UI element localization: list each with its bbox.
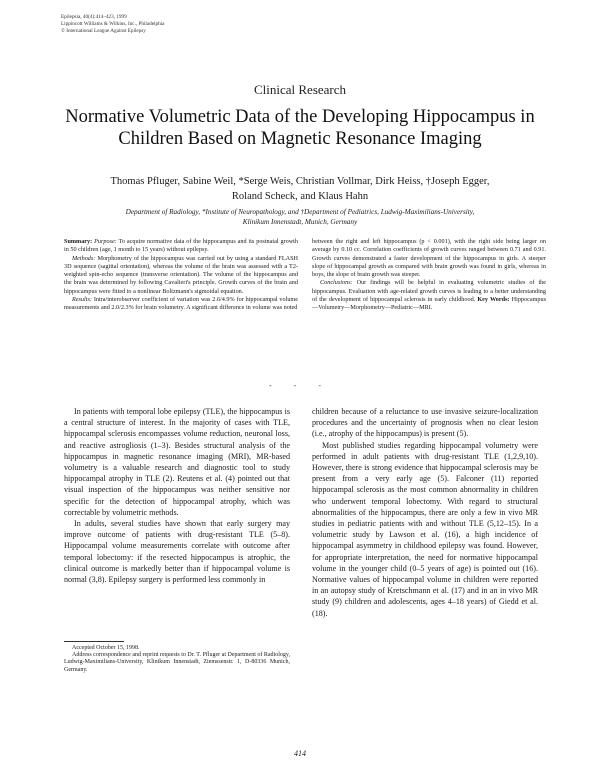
purpose-label: Purpose: xyxy=(94,238,117,245)
footnote-rule xyxy=(64,641,124,642)
footnote-accepted: Accepted October 15, 1998. xyxy=(72,645,140,651)
purpose-text: To acquire normative data of the hippocampus and its postnatal growth in 50 children (age, 1 month to 15 years) without epilepsy. xyxy=(64,238,298,254)
keywords-label: Key Words: xyxy=(477,296,510,304)
body-right-column xyxy=(312,406,538,619)
footnote-correspondence: Address correspondence and reprint requests to Dr. T. Pfluger at Department of Radiology, Ludwig-Maximilians-University, Klinikum Innenstadt, Ziemssenstr. 1, D-80336 Munich, Germany. xyxy=(64,652,290,673)
journal-line: Lippincott Williams & Wilkins, Inc., Philadelphia xyxy=(61,21,165,27)
body-left-column xyxy=(64,406,290,585)
abstract-right-column xyxy=(312,238,546,313)
journal-line: Epilepsia, 40(4):414–423, 1999 xyxy=(61,14,127,20)
section-label: Clinical Research xyxy=(253,82,347,97)
abstract-methods xyxy=(64,255,298,296)
abstract-conclusions xyxy=(312,279,546,312)
author-list xyxy=(60,174,540,204)
abstract-left-column xyxy=(64,238,298,313)
journal-line: © International League Against Epilepsy xyxy=(61,28,146,34)
abstract-purpose xyxy=(64,238,298,255)
affiliation-line-2: Klinikum Innenstadt, Munich, Germany xyxy=(242,217,358,226)
affiliations xyxy=(60,208,540,227)
title-line-2: Children Based on Magnetic Resonance Imaging xyxy=(118,129,482,149)
summary-label: Summary: xyxy=(64,238,93,245)
abstract-results xyxy=(64,296,298,313)
affiliation-line-1: Department of Radiology, *Institute of Neuropathology, and †Department of Pediatrics, Ludwig-Maximilians-University, xyxy=(125,208,475,216)
methods-label: Methods: xyxy=(72,254,96,262)
body-paragraph: Most published studies regarding hippocampal volumetry were performed in adult patients with drug-resistant TLE (1,2,9,10). However, there is strong evidence that hippocampal sclerosis may be present from a very early age (5). Falconer (11) reported hippocampal sclerosis as the most common abnormality in children who underwent temporal lobectomy. With regard to structural abnormalities of the hippocampus, there are only a few in vivo MR studies in pediatric patients with and without TLE (5,12–15). In a volumetric study by Lawson et al. (16), a high incidence of hippocampal asymmetry in childhood epilepsy was found. However, for appropriate interpretation, the need for normative hippocampal volume in the younger child (0–5 years of age) is pointed out (16). Normative values of hippocampal volume in children were reported in an autopsy study of Kretschmann et al. (17) and in an in vivo MR study (9) children and adolescents, ages 4–18 years) of Giedd et al. (18). xyxy=(312,440,538,618)
footnotes xyxy=(64,645,290,674)
results-label: Results: xyxy=(72,296,92,304)
article-title xyxy=(40,106,560,150)
journal-header xyxy=(61,14,164,35)
methods-text: Morphometry of the hippocampus was carried out by using a standard FLASH 3D sequence (sagittal orientation), whereas the volume of the brain was assessed with a T2-weighted spin-echo sequence (transverse orientation). The volume of the hippocampus and the brain was determined by following Cavalieri's principle. Growth curves of the brain and hippocampus were fitted to a nonlinear Boltzmann's sigmoidal equation. xyxy=(64,254,298,295)
authors-line-2: Roland Scheck, and Klaus Hahn xyxy=(231,191,369,202)
title-line-1: Normative Volumetric Data of the Developing Hippocampus in xyxy=(65,107,535,127)
authors-line-1: Thomas Pfluger, Sabine Weil, *Serge Weis, Christian Vollmar, Dirk Heiss, †Joseph Egger, xyxy=(110,176,490,187)
body-paragraph: In adults, several studies have shown that early surgery may improve outcome of patients with drug-resistant TLE (5–8). Hippocampal volume measurements correlate with outcome after temporal lobectomy: if the resected hippocampus is atrophic, the clinical outcome is markedly better than if hippocampal volume is normal (3,8). Epilepsy surgery is performed less commonly in xyxy=(64,519,290,585)
keywords-text: Hippocampus—Volumetry—Morphometry—Pediatric—MRI. xyxy=(312,296,547,312)
abstract-results-continued: between the right and left hippocampus (p < 0.001), with the right side being larger on average by 0.10 cc. Correlation coefficients of growth curves ranged between 0.71 and 0.91. Growth curves demonstrated a faster development of the hippocampus in girls. A steeper slope of hippocampal growth as compared with brain growth was found in girls, whereas in boys, the slope of brain growth was steeper. xyxy=(312,238,546,279)
section-divider: - - - xyxy=(269,381,331,390)
body-paragraph: children because of a reluctance to use invasive seizure-localization procedures and the uncertainty of prognosis when no clear lesion (i.e., atrophy of the hippocampus) is present (5). xyxy=(312,407,538,439)
body-paragraph: In patients with temporal lobe epilepsy (TLE), the hippocampus is a central structure of interest. In the majority of cases with TLE, hippocampal sclerosis encompasses volume reduction, neuronal loss, and reactive astrogliosis (1–3). Besides structural analysis of the hippocampus in magnetic resonance imaging (MRI), MR-based volumetry is a valuable research and diagnostic tool to study hippocampal atrophy in TLE (2). Reutens et al. (4) pointed out that visual inspection of the hippocampus was neither sensitive nor specific for the detection of hippocampal atrophy, which was correctable by volumetric methods. xyxy=(64,407,290,517)
conclusions-label: Conclusions: xyxy=(320,279,353,287)
page-number: 414 xyxy=(294,749,306,758)
conclusions-text: Our findings will be helpful in evaluating volumetric studies of the hippocampus. Evaluation with age-related growth curves is leading to a better understanding of the development of hippocampal sclerosis in early childhood. xyxy=(312,279,546,304)
results-text: Intra/interobserver coefficient of variation was 2.6/4.9% for hippocampal volume measurements and 2.0/2.3% for brain volumetry. A significant difference in volume was noted xyxy=(64,296,298,312)
